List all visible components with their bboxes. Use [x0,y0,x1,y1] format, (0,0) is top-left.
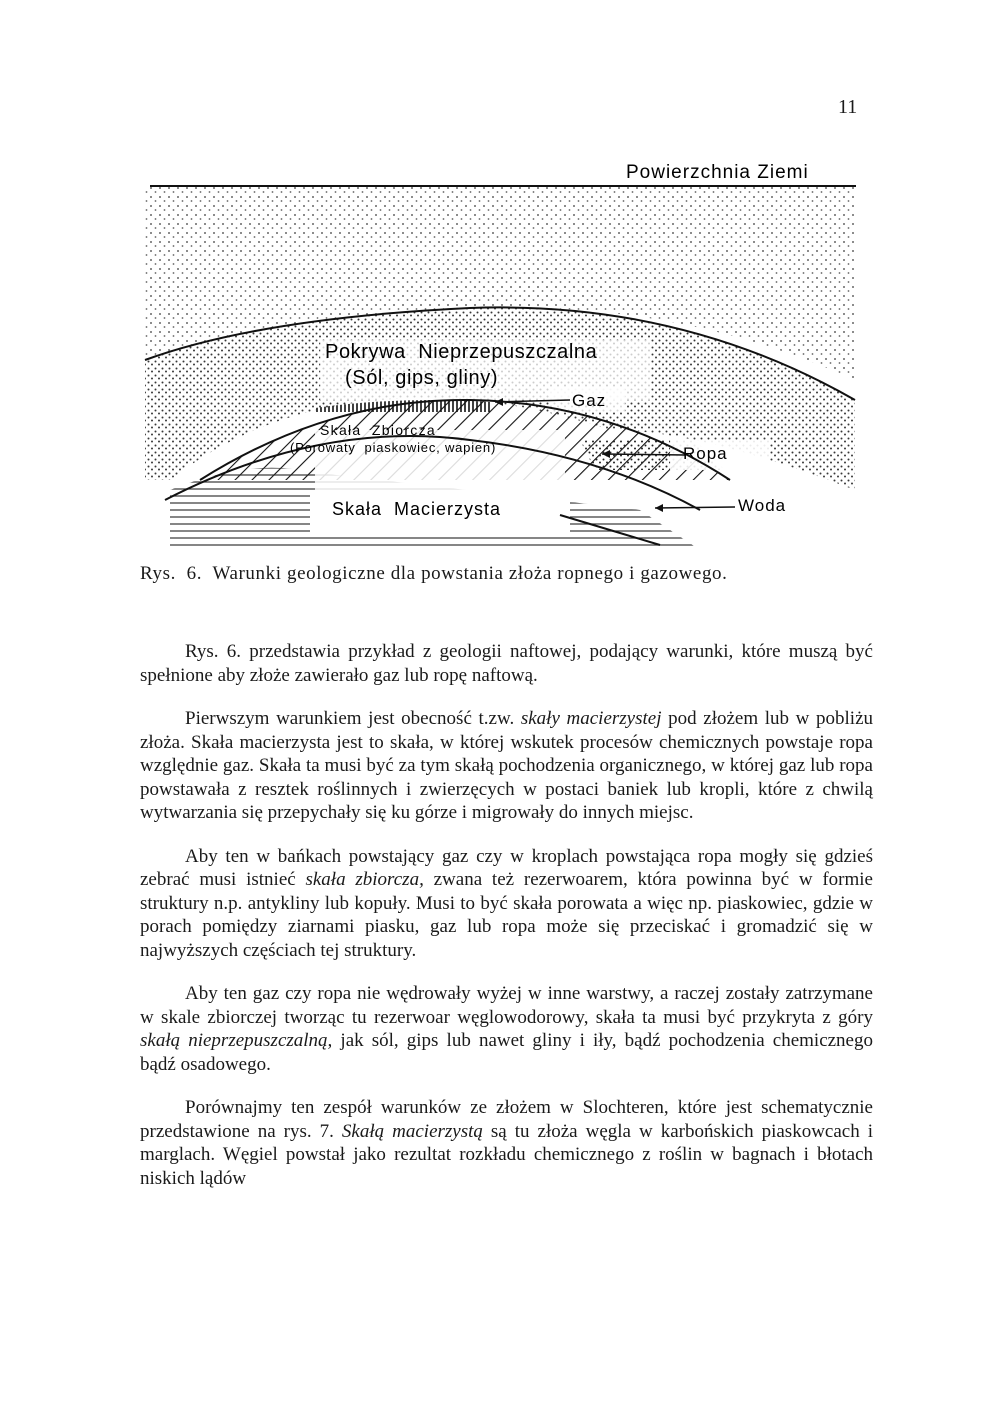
figure-drawing [140,150,860,560]
paragraph-text: zwana też rezerwoarem, która powinna być w formie struktury n.p. antykliny lub kopuły. Musi to być skała porowata a więc np. piaskowiec, gdzie w porach pomiędzy ziarnami piasku, gaz lub ropa może się przeciskać i gromadzić się w najwyższych częściach tej struktury. [140,869,873,961]
geology-figure [140,150,860,560]
paragraph-term: skała zbiorcza, [305,869,424,890]
paragraph-term: skałą nieprzepuszczalną, [140,1030,333,1051]
figure-caption: Rys. 6. Warunki geologiczne dla powstania złoża ropnego i gazowego. [140,563,728,584]
gas-label: Gaz [572,391,607,410]
cap-rock-label: Pokrywa Nieprzepuszczalna [325,341,598,363]
reservoir-label: Skała Zbiorcza [320,422,436,438]
cap-rock-sublabel: (Sól, gips, gliny) [345,367,499,389]
paragraph [140,640,873,687]
body-text [140,640,873,1210]
water-arrow [655,507,735,508]
paragraph-text: Porównajmy ten zespół warunków ze złożem w Slochteren, które jest schematycznie przedstawione na rys. 7. [140,1097,873,1142]
paragraph [140,707,873,825]
oil-arrow [602,454,685,455]
paragraph-text: Pierwszym warunkiem jest obecność t.zw. [185,708,521,729]
reservoir-sublabel: (Porowaty piaskowiec, wapień) [290,440,497,455]
water-label: Woda [738,496,787,515]
paragraph-text: jak sól, gips lub nawet gliny i iły, bądź pochodzenia chemicznego bądź osadowego. [140,1030,873,1075]
paragraph-term: skały macierzystej [520,708,662,729]
paragraph-text: Aby ten gaz czy ropa nie wędrowały wyżej w inne warstwy, a raczej zostały zatrzymane w skale zbiorczej tworząc tu rezerwoar węglowodorowy, skała ta musi być przykryta z góry [140,983,873,1028]
oil-label: Ropa [683,444,728,463]
paragraph-term: Skałą macierzystą [341,1120,483,1142]
source-rock-label: Skała Macierzysta [332,499,502,519]
page-number: 11 [838,96,858,118]
paragraph [140,982,873,1076]
paragraph-text: są tu złoża węgla w karbońskich piaskowcach i marglach. Węgiel powstał jako rezultat rozkładu chemicznego z roślin w bagnach i błotach niskich lądów [140,1120,873,1189]
paragraph [140,1096,873,1190]
paragraph-text: Aby ten w bańkach powstający gaz czy w kroplach powstająca ropa mogły się gdzieś zebrać musi istnieć [140,845,873,890]
paragraph [140,845,873,963]
paragraph-text: pod złożem lub w pobliżu złoża. Skała macierzysta jest to skała, w której wskutek procesów chemicznych powstaje ropa względnie gaz. Skała ta musi być za tym skałą pochodzenia organicznego, w której gaz lub ropa powstawała z resztek roślinnych i zwierzęcych w postaci baniek lub kropli, które z chwilą wytwarzania się przepychały się ku górze i migrowały do innych miejsc. [140,708,874,823]
paragraph-text: Rys. 6. przedstawia przykład z geologii naftowej, podający warunki, które muszą być spełnione aby złoże zawierało gaz lub ropę naftową. [140,641,873,686]
surface-label: Powierzchnia Ziemi [626,162,809,183]
